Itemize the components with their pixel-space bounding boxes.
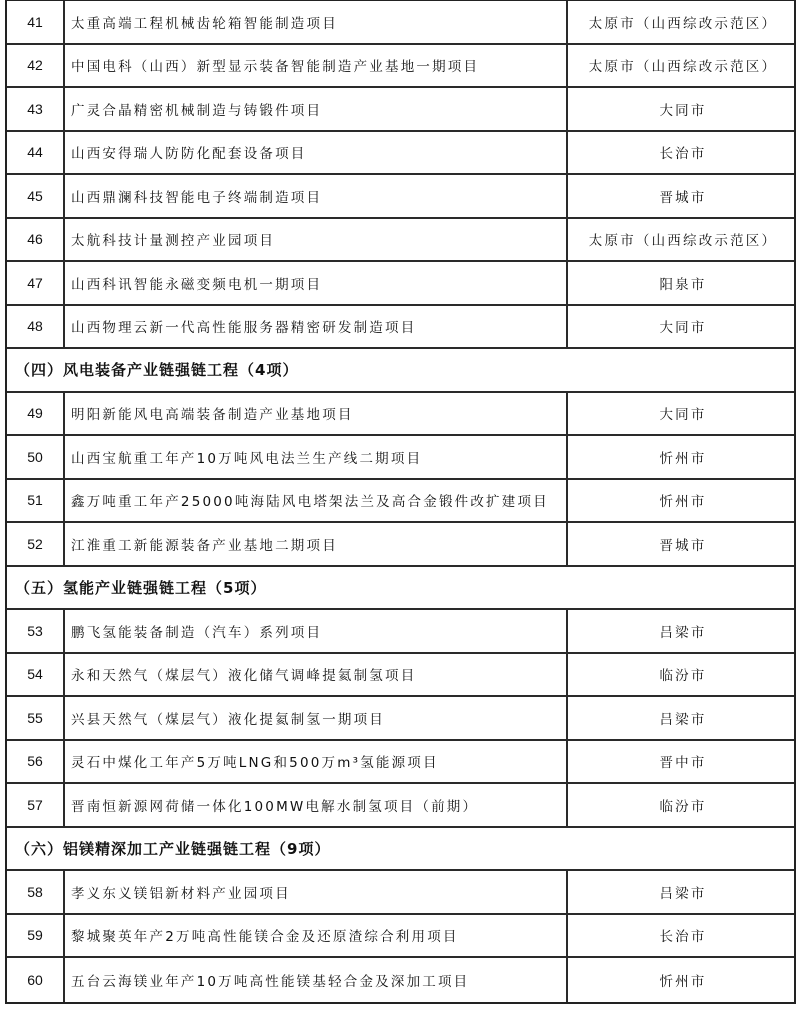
project-name: 五台云海镁业年产10万吨高性能镁基轻合金及深加工项目 — [65, 958, 568, 1002]
table-row — [7, 45, 794, 89]
project-name: 鹏飞氢能装备制造（汽车）系列项目 — [65, 610, 568, 652]
row-number: 49 — [7, 393, 65, 435]
row-number: 44 — [7, 132, 65, 174]
table-row — [7, 610, 794, 654]
project-name: 永和天然气（煤层气）液化储气调峰提氦制氢项目 — [65, 654, 568, 696]
project-location: 吕梁市 — [659, 711, 707, 728]
project-name: 鑫万吨重工年产25000吨海陆风电塔架法兰及高合金锻件改扩建项目 — [65, 480, 568, 522]
section-header: （六）铝镁精深加工产业链强链工程（9项） — [7, 828, 794, 872]
table-row — [7, 741, 794, 785]
project-name: 明阳新能风电高端装备制造产业基地项目 — [65, 393, 568, 435]
table-row — [7, 523, 794, 567]
row-number: 41 — [7, 1, 65, 43]
project-location: 大同市 — [659, 407, 707, 424]
row-number: 55 — [7, 697, 65, 739]
table-row — [7, 915, 794, 959]
table-row — [7, 132, 794, 176]
project-name: 晋南恒新源网荷储一体化100MW电解水制氢项目（前期） — [65, 784, 568, 826]
row-number: 47 — [7, 262, 65, 304]
project-name: 山西安得瑞人防防化配套设备项目 — [65, 132, 568, 174]
table-row — [7, 175, 794, 219]
project-name: 中国电科（山西）新型显示装备智能制造产业基地一期项目 — [65, 45, 568, 87]
row-number: 48 — [7, 306, 65, 348]
project-location: 太原市（山西综改示范区） — [588, 59, 778, 76]
project-table — [5, 0, 796, 1004]
row-number: 58 — [7, 871, 65, 913]
table-row — [7, 697, 794, 741]
row-number: 46 — [7, 219, 65, 261]
project-name: 广灵合晶精密机械制造与铸锻件项目 — [65, 88, 568, 130]
project-location: 阳泉市 — [659, 276, 707, 293]
row-number: 59 — [7, 915, 65, 957]
table-row — [7, 393, 794, 437]
project-location: 大同市 — [659, 320, 707, 337]
project-location: 长治市 — [659, 929, 707, 946]
project-location: 忻州市 — [659, 450, 707, 467]
project-name: 江淮重工新能源装备产业基地二期项目 — [65, 523, 568, 565]
table-row — [7, 654, 794, 698]
table-row — [7, 1, 794, 45]
table-row — [7, 436, 794, 480]
table-row — [7, 219, 794, 263]
row-number: 56 — [7, 741, 65, 783]
row-number: 52 — [7, 523, 65, 565]
project-location: 晋城市 — [659, 189, 707, 206]
section-header: （四）风电装备产业链强链工程（4项） — [7, 349, 794, 393]
row-number: 57 — [7, 784, 65, 826]
project-name: 山西物理云新一代高性能服务器精密研发制造项目 — [65, 306, 568, 348]
table-row — [7, 958, 794, 1002]
project-location: 临汾市 — [659, 668, 707, 685]
project-location: 晋城市 — [659, 537, 707, 554]
project-name: 灵石中煤化工年产5万吨LNG和500万m³氢能源项目 — [65, 741, 568, 783]
table-row — [7, 784, 794, 828]
project-location: 忻州市 — [659, 973, 707, 990]
project-name: 山西宝航重工年产10万吨风电法兰生产线二期项目 — [65, 436, 568, 478]
project-name: 黎城聚英年产2万吨高性能镁合金及还原渣综合利用项目 — [65, 915, 568, 957]
table-row — [7, 88, 794, 132]
project-location: 吕梁市 — [659, 885, 707, 902]
project-location: 晋中市 — [659, 755, 707, 772]
project-location: 太原市（山西综改示范区） — [588, 15, 778, 32]
project-location: 忻州市 — [659, 494, 707, 511]
row-number: 42 — [7, 45, 65, 87]
table-row — [7, 871, 794, 915]
project-name: 山西科讯智能永磁变频电机一期项目 — [65, 262, 568, 304]
row-number: 43 — [7, 88, 65, 130]
row-number: 50 — [7, 436, 65, 478]
project-location: 吕梁市 — [659, 624, 707, 641]
row-number: 60 — [7, 958, 65, 1002]
section-header: （五）氢能产业链强链工程（5项） — [7, 567, 794, 611]
row-number: 45 — [7, 175, 65, 217]
project-name: 兴县天然气（煤层气）液化提氦制氢一期项目 — [65, 697, 568, 739]
table-row — [7, 480, 794, 524]
table-row — [7, 306, 794, 350]
project-location: 太原市（山西综改示范区） — [588, 233, 778, 250]
project-name: 太航科技计量测控产业园项目 — [65, 219, 568, 261]
table-row — [7, 262, 794, 306]
project-location: 临汾市 — [659, 798, 707, 815]
row-number: 51 — [7, 480, 65, 522]
project-location: 长治市 — [659, 146, 707, 163]
project-location: 大同市 — [659, 102, 707, 119]
row-number: 53 — [7, 610, 65, 652]
project-name: 山西鼎澜科技智能电子终端制造项目 — [65, 175, 568, 217]
project-name: 孝义东义镁铝新材料产业园项目 — [65, 871, 568, 913]
project-name: 太重高端工程机械齿轮箱智能制造项目 — [65, 1, 568, 43]
row-number: 54 — [7, 654, 65, 696]
